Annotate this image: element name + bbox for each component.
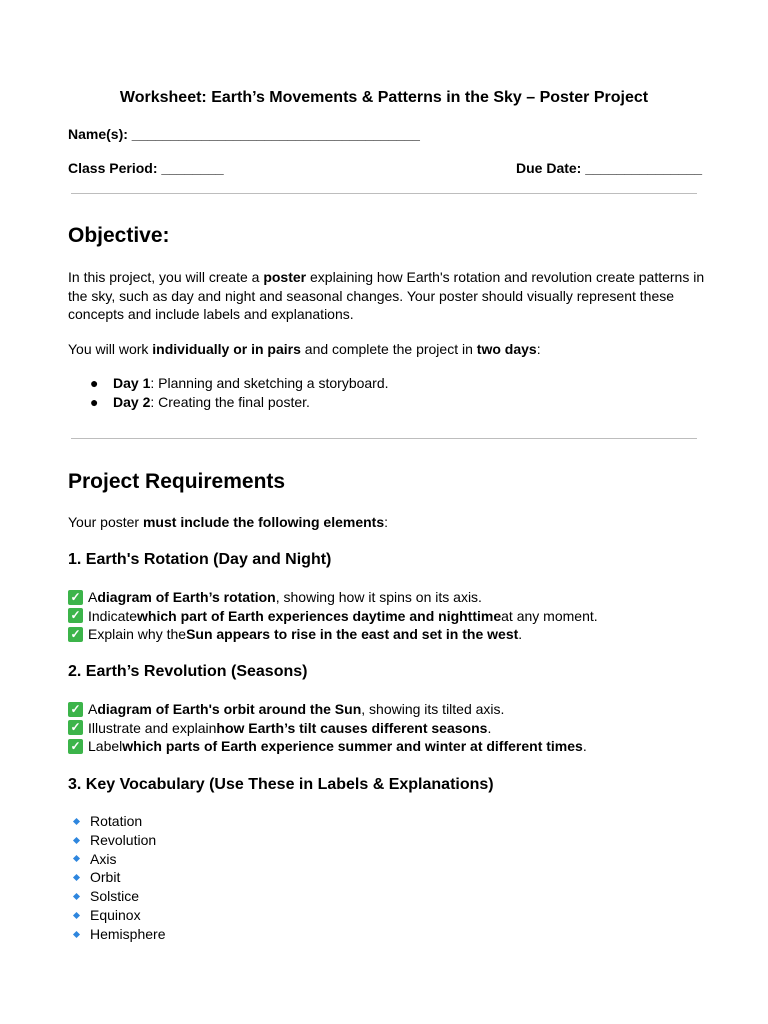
revolution-heading: 2. Earth’s Revolution (Seasons) <box>68 663 308 680</box>
requirements-intro: Your poster must include the following elements: <box>68 514 389 530</box>
name-field: Name(s): _____________________________________ <box>68 126 420 142</box>
list-item: Hemisphere <box>72 925 165 944</box>
diamond-bullet-icon <box>73 931 80 938</box>
worksheet-title: Worksheet: Earth’s Movements & Patterns in the Sky – Poster Project <box>119 89 649 106</box>
list-item: ● Day 2: Creating the final poster. <box>90 393 310 410</box>
diamond-bullet-icon <box>73 855 80 862</box>
divider-middle <box>71 438 697 439</box>
vocabulary-heading: 3. Key Vocabulary (Use These in Labels & Explanations) <box>68 776 494 793</box>
checkmark-icon: ✓ <box>68 702 83 717</box>
due-date-field: Due Date: _______________ <box>516 160 703 176</box>
list-item: ✓ Label which parts of Earth experience summer and winter at different times . <box>68 737 587 756</box>
rotation-heading: 1. Earth's Rotation (Day and Night) <box>68 551 332 568</box>
checkmark-icon: ✓ <box>68 590 83 605</box>
list-item: Revolution <box>72 831 165 850</box>
vocabulary-list <box>72 812 165 944</box>
list-item: Solstice <box>72 887 165 906</box>
checkmark-icon: ✓ <box>68 627 83 642</box>
diamond-bullet-icon <box>73 874 80 881</box>
revolution-checklist <box>68 700 587 756</box>
checkmark-icon: ✓ <box>68 720 83 735</box>
list-item: ✓ A diagram of Earth's orbit around the Sun , showing its tilted axis. <box>68 700 587 719</box>
objective-paragraph: In this project, you will create a poster explaining how Earth's rotation and revolution create patterns in the sky, such as day and night and seasonal changes. Your poster should visually represent these concepts and include labels and explanations. <box>68 269 705 322</box>
list-item: Rotation <box>72 812 165 831</box>
class-period-field: Class Period: ________ <box>68 160 224 176</box>
diamond-bullet-icon <box>73 818 80 825</box>
list-item: ✓ Illustrate and explain how Earth’s tilt causes different seasons . <box>68 719 587 738</box>
list-item: ✓ Explain why the Sun appears to rise in the east and set in the west . <box>68 625 598 644</box>
diamond-bullet-icon <box>73 893 80 900</box>
checkmark-icon: ✓ <box>68 739 83 754</box>
bullet-icon: ● <box>90 393 99 410</box>
list-item: Axis <box>72 850 165 869</box>
rotation-checklist <box>68 588 598 644</box>
diamond-bullet-icon <box>73 912 80 919</box>
list-item: ✓ A diagram of Earth’s rotation , showing how it spins on its axis. <box>68 588 598 607</box>
list-item: Equinox <box>72 906 165 925</box>
list-item: Orbit <box>72 868 165 887</box>
list-item: ● Day 1: Planning and sketching a storyboard. <box>90 375 389 391</box>
work-mode-paragraph: You will work individually or in pairs and complete the project in two days: <box>68 341 541 357</box>
requirements-heading: Project Requirements <box>68 470 286 493</box>
bullet-icon: ● <box>90 375 99 391</box>
diamond-bullet-icon <box>73 837 80 844</box>
day-list <box>90 374 389 411</box>
checkmark-icon: ✓ <box>68 608 83 623</box>
list-item: ✓ Indicate which part of Earth experiences daytime and nighttime at any moment. <box>68 607 598 626</box>
objective-heading: Objective: <box>68 224 170 247</box>
divider-top <box>71 193 697 194</box>
